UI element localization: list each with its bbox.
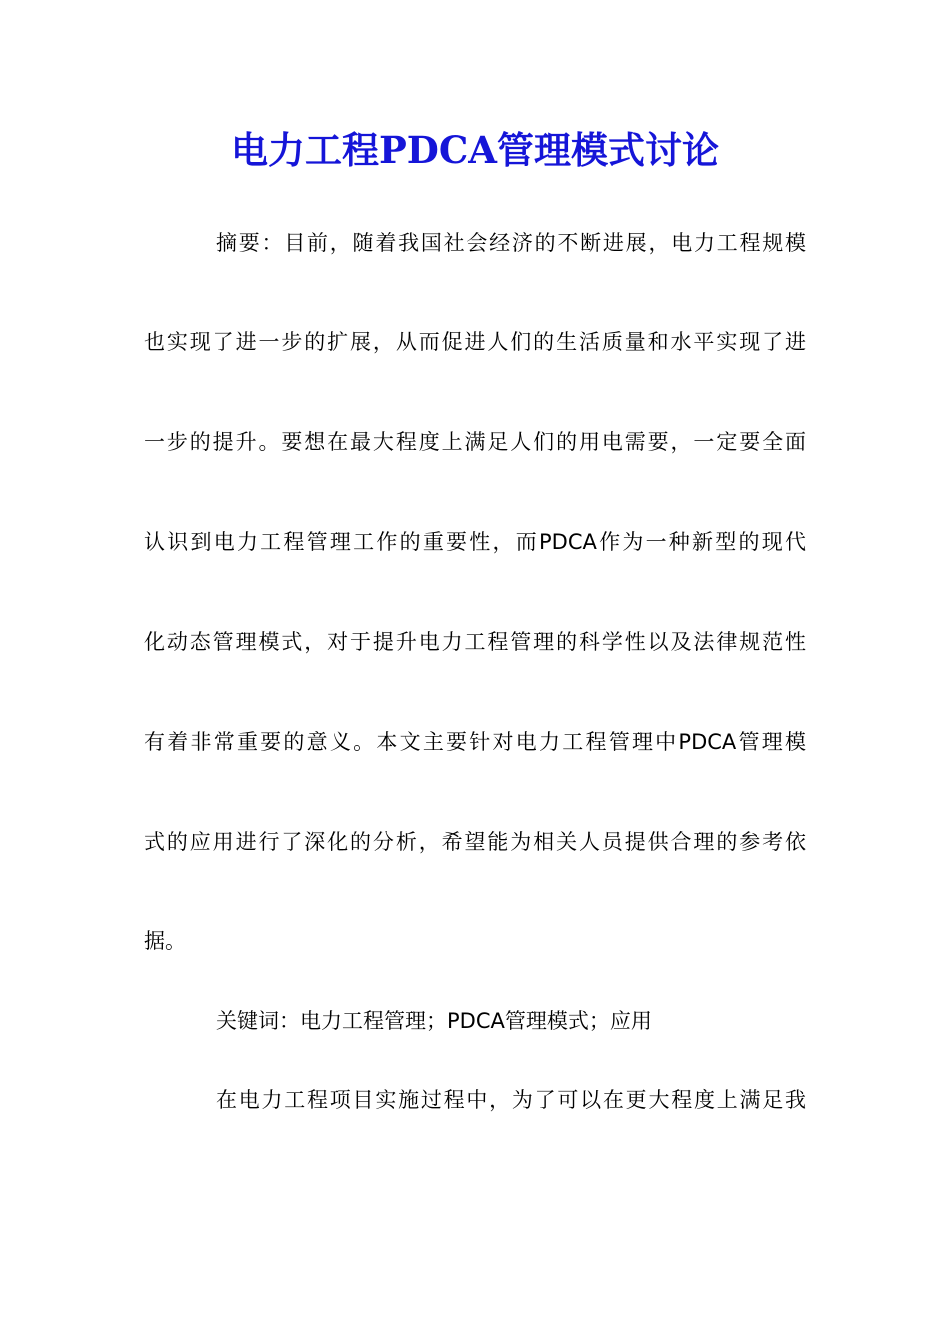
abstract-line: 化动态管理模式，对于提升电力工程管理的科学性以及法律规范性 [144, 630, 806, 654]
abstract-line: 有着非常重要的意义。本文主要针对电力工程管理中PDCA管理模 [144, 730, 806, 754]
document-title: 电力工程PDCA管理模式讨论 [230, 128, 720, 172]
body-paragraph-line: 在电力工程项目实施过程中，为了可以在更大程度上满足我 [216, 1088, 806, 1112]
abstract-line: 也实现了进一步的扩展，从而促进人们的生活质量和水平实现了进 [144, 330, 806, 354]
abstract-line: 一步的提升。要想在最大程度上满足人们的用电需要，一定要全面 [144, 430, 806, 454]
abstract-line: 认识到电力工程管理工作的重要性，而PDCA作为一种新型的现代 [144, 530, 806, 554]
keywords-line: 关键词：电力工程管理；PDCA管理模式；应用 [216, 1009, 652, 1033]
abstract-line: 式的应用进行了深化的分析，希望能为相关人员提供合理的参考依 [144, 830, 806, 854]
abstract-line: 摘要：目前，随着我国社会经济的不断进展，电力工程规模 [216, 231, 806, 255]
abstract-line: 据。 [144, 929, 186, 953]
